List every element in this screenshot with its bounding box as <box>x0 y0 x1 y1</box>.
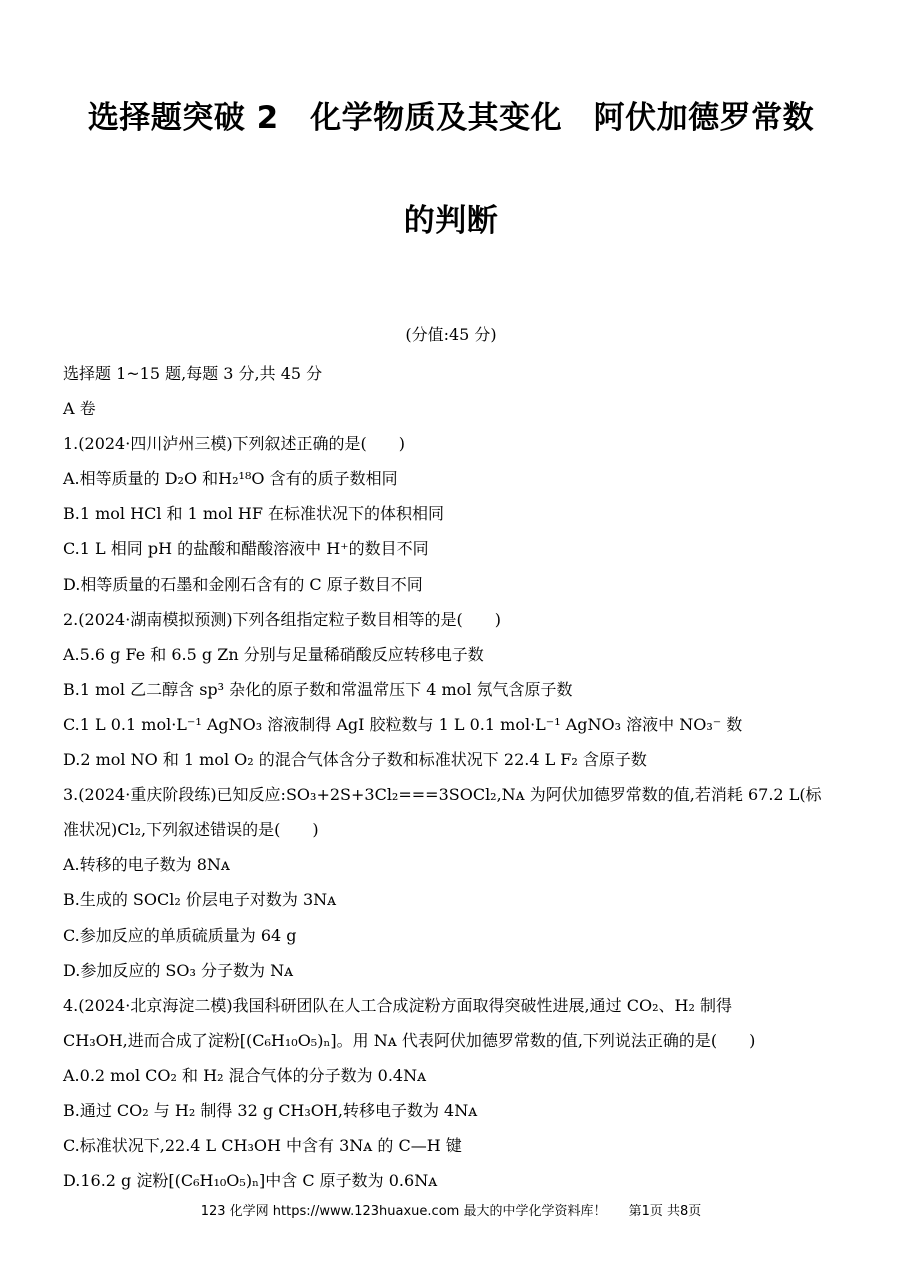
question-3-option-a: A.转移的电子数为 8Nᴀ <box>63 855 230 875</box>
section-instruction: 选择题 1~15 题,每题 3 分,共 45 分 <box>63 364 323 383</box>
question-4-option-a: A.0.2 mol CO₂ 和 H₂ 混合气体的分子数为 0.4Nᴀ <box>63 1065 427 1085</box>
question-2-option-d: D.2 mol NO 和 1 mol O₂ 的混合气体含分子数和标准状况下 22.4 L F₂ 含原子数 <box>63 750 647 770</box>
question-3-option-d: D.参加反应的 SO₃ 分子数为 Nᴀ <box>63 960 294 980</box>
question-2-option-a: A.5.6 g Fe 和 6.5 g Zn 分别与足量稀硝酸反应转移电子数 <box>63 644 484 664</box>
question-4-stem: 4.(2024·北京海淀二模)我国科研团队在人工合成淀粉方面取得突破性进展,通过 CO₂、H₂ 制得 <box>63 995 732 1015</box>
footer-site: 123 化学网 https://www.123huaxue.com 最大的中学化学资料库！ <box>200 1204 607 1219</box>
section-label: A 卷 <box>63 399 96 419</box>
footer-page-number: 第1页 共8页 <box>628 1204 702 1219</box>
question-4-option-b: B.通过 CO₂ 与 H₂ 制得 32 g CH₃OH,转移电子数为 4Nᴀ <box>63 1100 478 1120</box>
question-3-option-c: C.参加反应的单质硫质量为 64 g <box>63 925 297 945</box>
page-title-continued: 的判断 <box>403 203 499 239</box>
question-2-option-b: B.1 mol 乙二醇含 sp³ 杂化的原子数和常温常压下 4 mol 氖气含原子数 <box>63 679 573 699</box>
question-body <box>63 356 843 1198</box>
question-1-option-c: C.1 L 相同 pH 的盐酸和醋酸溶液中 H⁺的数目不同 <box>63 539 429 559</box>
question-4-option-c: C.标准状况下,22.4 L CH₃OH 中含有 3Nᴀ 的 C—H 键 <box>63 1136 462 1156</box>
question-2-stem: 2.(2024·湖南模拟预测)下列各组指定粒子数目相等的是( ) <box>63 609 502 629</box>
page-footer <box>0 1200 902 1219</box>
question-3-option-b: B.生成的 SOCl₂ 价层电子对数为 3Nᴀ <box>63 890 337 910</box>
question-1-option-a: A.相等质量的 D₂O 和H₂¹⁸O 含有的质子数相同 <box>63 469 398 489</box>
page-title: 选择题突破 2 化学物质及其变化 阿伏加德罗常数 <box>87 100 815 136</box>
question-4-stem-continued: CH₃OH,进而合成了淀粉[(C₆H₁₀O₅)ₙ]。用 Nᴀ 代表阿伏加德罗常数的值,下列说法正确的是( ) <box>63 1030 756 1050</box>
question-3-stem-continued: 准状况)Cl₂,下列叙述错误的是( ) <box>63 820 319 840</box>
score-note: (分值:45 分) <box>405 325 497 344</box>
question-3-stem: 3.(2024·重庆阶段练)已知反应:SO₃+2S+3Cl₂===3SOCl₂,Nᴀ 为阿伏加德罗常数的值,若消耗 67.2 L(标 <box>63 785 822 805</box>
question-1-stem: 1.(2024·四川泸州三模)下列叙述正确的是( ) <box>63 434 406 454</box>
question-2-option-c: C.1 L 0.1 mol·L⁻¹ AgNO₃ 溶液制得 AgI 胶粒数与 1 L 0.1 mol·L⁻¹ AgNO₃ 溶液中 NO₃⁻ 数 <box>63 714 743 734</box>
question-1-option-b: B.1 mol HCl 和 1 mol HF 在标准状况下的体积相同 <box>63 504 445 524</box>
question-4-option-d: D.16.2 g 淀粉[(C₆H₁₀O₅)ₙ]中含 C 原子数为 0.6Nᴀ <box>63 1171 438 1191</box>
question-1-option-d: D.相等质量的石墨和金刚石含有的 C 原子数目不同 <box>63 574 423 594</box>
